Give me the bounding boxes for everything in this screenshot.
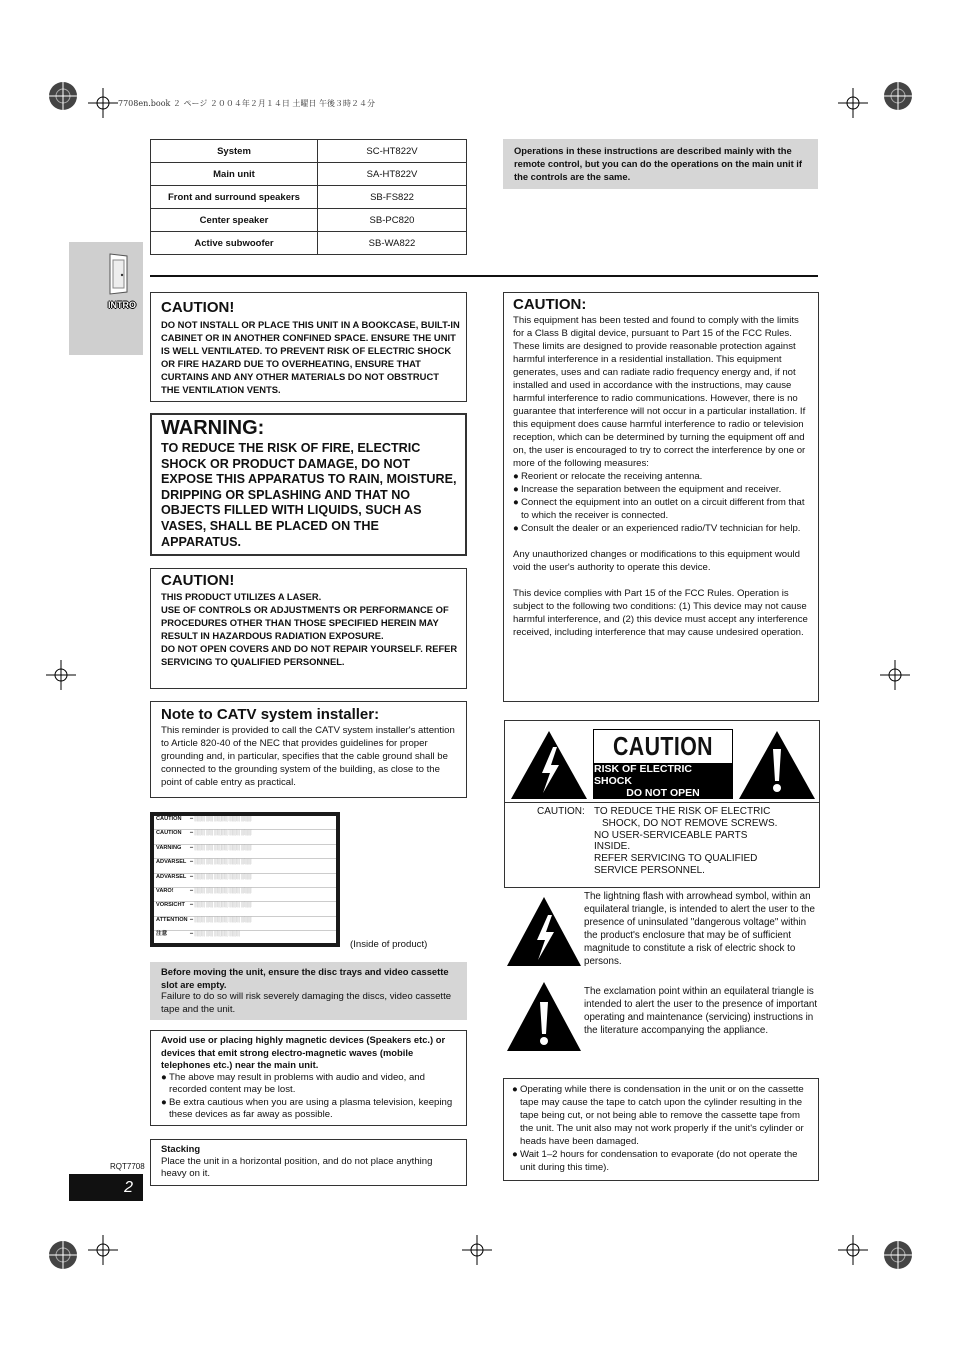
fcc-caution-box: CAUTION: This equipment has been tested and found to comply with the limits for a Class B digital device, pursuant to Part 15 of the FCC Rules. These limits are designed to provide reasonable protection against harmful interference in a residential installation. This equipment generates, uses and can radiate radio frequency energy and, if not installed and used in accordance with the instructions, may cause harmful interference to radio communications. However, there is no guarantee that interference will not occur in a particular installation. If this equipment does cause harmful interference to radio or television reception, which can be determined by turning the equipment off and on, the user is encouraged to try to correct the interference by one or more of the following measures: ● Reorient or relocate the receiving antenna. ● Increase the separation between the equipment and receiver. ● Connect the equipment into an outlet on a circuit different from that to which the receiver is connected. ● Consult the dealer or an experienced radio/TV technician for help. Any unauthorized changes or modifications to this equipment would void the user's authority to operate this device. This device complies with Part 15 of the FCC Rules. Operation is subject to the following two conditions: (1) This device may not cause harmful interference, and (2) this device must accept any interference received, including interference that may cause undesired operation. [503, 292, 819, 702]
catv-body: This reminder is provided to call the CATV system installer's attention to Article 820-40 of the NEC that provides guidelines for proper grounding and, in particular, specifies that the cable ground shall be connected to the grounding system of the building, as close to the point of cable entry as practical. [161, 725, 455, 788]
model-table [150, 139, 467, 255]
caution-sign-title: CAUTION [613, 731, 713, 761]
laser-warning-label [150, 812, 340, 947]
label-row: VORSICHT ━ ░░░ ░░ ░░░░ ░░░ ░░░ [154, 902, 336, 916]
lightning-triangle-icon [509, 729, 589, 801]
label-caption: (Inside of product) [350, 939, 428, 950]
table-row: Active subwoofer SB-WA822 [151, 232, 467, 255]
exclamation-triangle-icon [737, 729, 817, 801]
label-row: ADVARSEL ━ ░░░ ░░ ░░░░ ░░░ ░░░ [154, 859, 336, 873]
magnetic-note-box: Avoid use or placing highly magnetic devices (Speakers etc.) or devices that emit strong electro-magnetic waves (mobile telephones etc.) near the main unit. ● The above may result in problems with audio and video, and recorded content may be lost. ● Be extra cautious when you are using a plasma television, keeping these devices as far away as possible. [150, 1030, 467, 1126]
condensation-note-box [503, 1078, 819, 1181]
registration-mark [45, 1237, 81, 1273]
catv-note-box [150, 701, 467, 798]
crosshair-mark [838, 1235, 868, 1265]
warning-box [150, 413, 467, 556]
warning-title: WARNING: [161, 417, 265, 439]
registration-mark [880, 78, 916, 114]
table-row: Main unit SA-HT822V [151, 163, 467, 186]
table-row: Center speaker SB-PC820 [151, 209, 467, 232]
page-number: 2 [69, 1174, 143, 1201]
catv-title: Note to CATV system installer: [161, 706, 380, 723]
print-header: 7708en.book ２ ページ ２００４年２月１４日 土曜日 午後３時２４分 [118, 99, 375, 108]
label-row: ADVARSEL ━ ░░░ ░░ ░░░░ ░░░ ░░░ [154, 874, 336, 888]
crosshair-mark [462, 1235, 492, 1265]
label-row: VARNING ━ ░░░ ░░ ░░░░ ░░░ ░░░ [154, 845, 336, 859]
caution-panel [593, 729, 733, 799]
list-item: ● Consult the dealer or an experienced radio/TV technician for help. [513, 523, 801, 534]
fcc-title: CAUTION: [513, 296, 587, 313]
crosshair-mark [88, 1235, 118, 1265]
list-item: ● Reorient or relocate the receiving antenna. [513, 471, 703, 482]
list-item: ● Increase the separation between the equipment and receiver. [513, 484, 782, 495]
registration-mark [45, 78, 81, 114]
section-tab-label: INTRO [108, 300, 136, 310]
crosshair-mark [88, 88, 118, 118]
warning-body: TO REDUCE THE RISK OF FIRE, ELECTRIC SHOCK OR PRODUCT DAMAGE, DO NOT EXPOSE THIS APPARATUS TO RAIN, MOISTURE, DRIPPING OR SPLASHING AND THAT NO OBJECTS FILLED WITH LIQUIDS, SUCH AS VASES, SHALL BE PLACED ON THE APPARATUS. [161, 441, 457, 549]
section-divider [150, 275, 818, 277]
list-item: ● Be extra cautious when you are using a plasma television, keeping these devices as far away as possible. [161, 1096, 453, 1120]
moving-note: Before moving the unit, ensure the disc trays and video cassette slot are empty. Failure to do so will risk severely damaging the discs, video cassette tape and the unit. [150, 962, 467, 1020]
caution-title: CAUTION! [161, 572, 235, 589]
divider [505, 802, 819, 803]
exclamation-explanation: The exclamation point within an equilateral triangle is intended to alert the user to the presence of important operating and maintenance (servicing) instructions in the literature accompanying the appliance. [584, 986, 818, 1036]
caution-title: CAUTION! [161, 299, 235, 316]
stacking-note-box: Stacking Place the unit in a horizontal position, and do not place anything heavy on it. [150, 1139, 467, 1186]
operations-note: Operations in these instructions are described mainly with the remote control, but you can do the operations on the main unit if the controls are the same. [503, 139, 818, 189]
crosshair-mark [880, 660, 910, 690]
caution-laser-box: CAUTION! THIS PRODUCT UTILIZES A LASER. USE OF CONTROLS OR ADJUSTMENTS OR PERFORMANCE OF PROCEDURES OTHER THAN THOSE SPECIFIED HEREIN MAY RESULT IN HAZARDOUS RADIATION EXPOSURE. DO NOT OPEN COVERS AND DO NOT REPAIR YOURSELF. REFER SERVICING TO QUALIFIED PERSONNEL. [150, 568, 467, 689]
table-row: System SC-HT822V [151, 140, 467, 163]
lightning-explanation: The lightning flash with arrowhead symbol, within an equilateral triangle, is intended to alert the user to the presence of uninsulated "dangerous voltage" within the product's enclosure that may be of sufficient magnitude to constitute a risk of electric shock to persons. [584, 891, 815, 967]
crosshair-mark [838, 88, 868, 118]
list-item: ● Operating while there is condensation in the unit or on the cassette tape may cause the tape to catch upon the cylinder resulting in the tape being cut, or not being able to remove the cassette tape from the unit. The unit also may not work properly if the unit's cylinder or heads have been damaged. [512, 1084, 804, 1147]
label-row: ATTENTION ━ ░░░ ░░ ░░░░ ░░░ ░░░ [154, 917, 336, 931]
list-item: ● Connect the equipment into an outlet on a circuit different from that to which the receiver is connected. [513, 497, 805, 521]
crosshair-mark [46, 660, 76, 690]
door-icon [107, 252, 133, 296]
label-row: 注意 ━ ░░░ ░░ ░░░░ ░░░ [154, 931, 336, 943]
caution-label: CAUTION: [537, 806, 585, 817]
table-row: Front and surround speakers SB-FS822 [151, 186, 467, 209]
exclamation-triangle-icon [505, 980, 583, 1053]
registration-mark [880, 1237, 916, 1273]
caution-sign [504, 720, 820, 888]
label-row: VARO! ━ ░░░ ░░ ░░░░ ░░░ ░░░ [154, 888, 336, 902]
list-item: ● The above may result in problems with audio and video, and recorded content may be lost. [161, 1071, 425, 1095]
list-item: ● Wait 1–2 hours for condensation to evaporate (do not operate the unit during this time). [512, 1149, 798, 1173]
label-row: CAUTION ━ ░░░ ░░ ░░░░ ░░░ ░░░ [154, 830, 336, 844]
section-tab [69, 242, 143, 355]
label-row: CAUTION ━ ░░░ ░░ ░░░░ ░░░ ░░░ [154, 816, 336, 830]
caution-body: DO NOT INSTALL OR PLACE THIS UNIT IN A BOOKCASE, BUILT-IN CABINET OR IN ANOTHER CONFINED SPACE. ENSURE THE UNIT IS WELL VENTILATED. TO PREVENT RISK OF ELECTRIC SHOCK OR FIRE HAZARD DUE TO OVERHEATING, ENSURE THAT CURTAINS AND ANY OTHER MATERIALS DO NOT OBSTRUCT THE VENTILATION VENTS. [161, 319, 460, 395]
caution-sign-sub: RISK OF ELECTRIC SHOCK DO NOT OPEN [594, 763, 732, 798]
caution-sign-text: TO REDUCE THE RISK OF ELECTRIC SHOCK, DO NOT REMOVE SCREWS. NO USER-SERVICEABLE PARTS INSIDE. REFER SERVICING TO QUALIFIED SERVICE PERSONNEL. [594, 806, 778, 876]
lightning-triangle-icon [505, 895, 583, 968]
page-code: RQT7708 [110, 1162, 145, 1171]
caution-ventilation-box [150, 292, 467, 402]
